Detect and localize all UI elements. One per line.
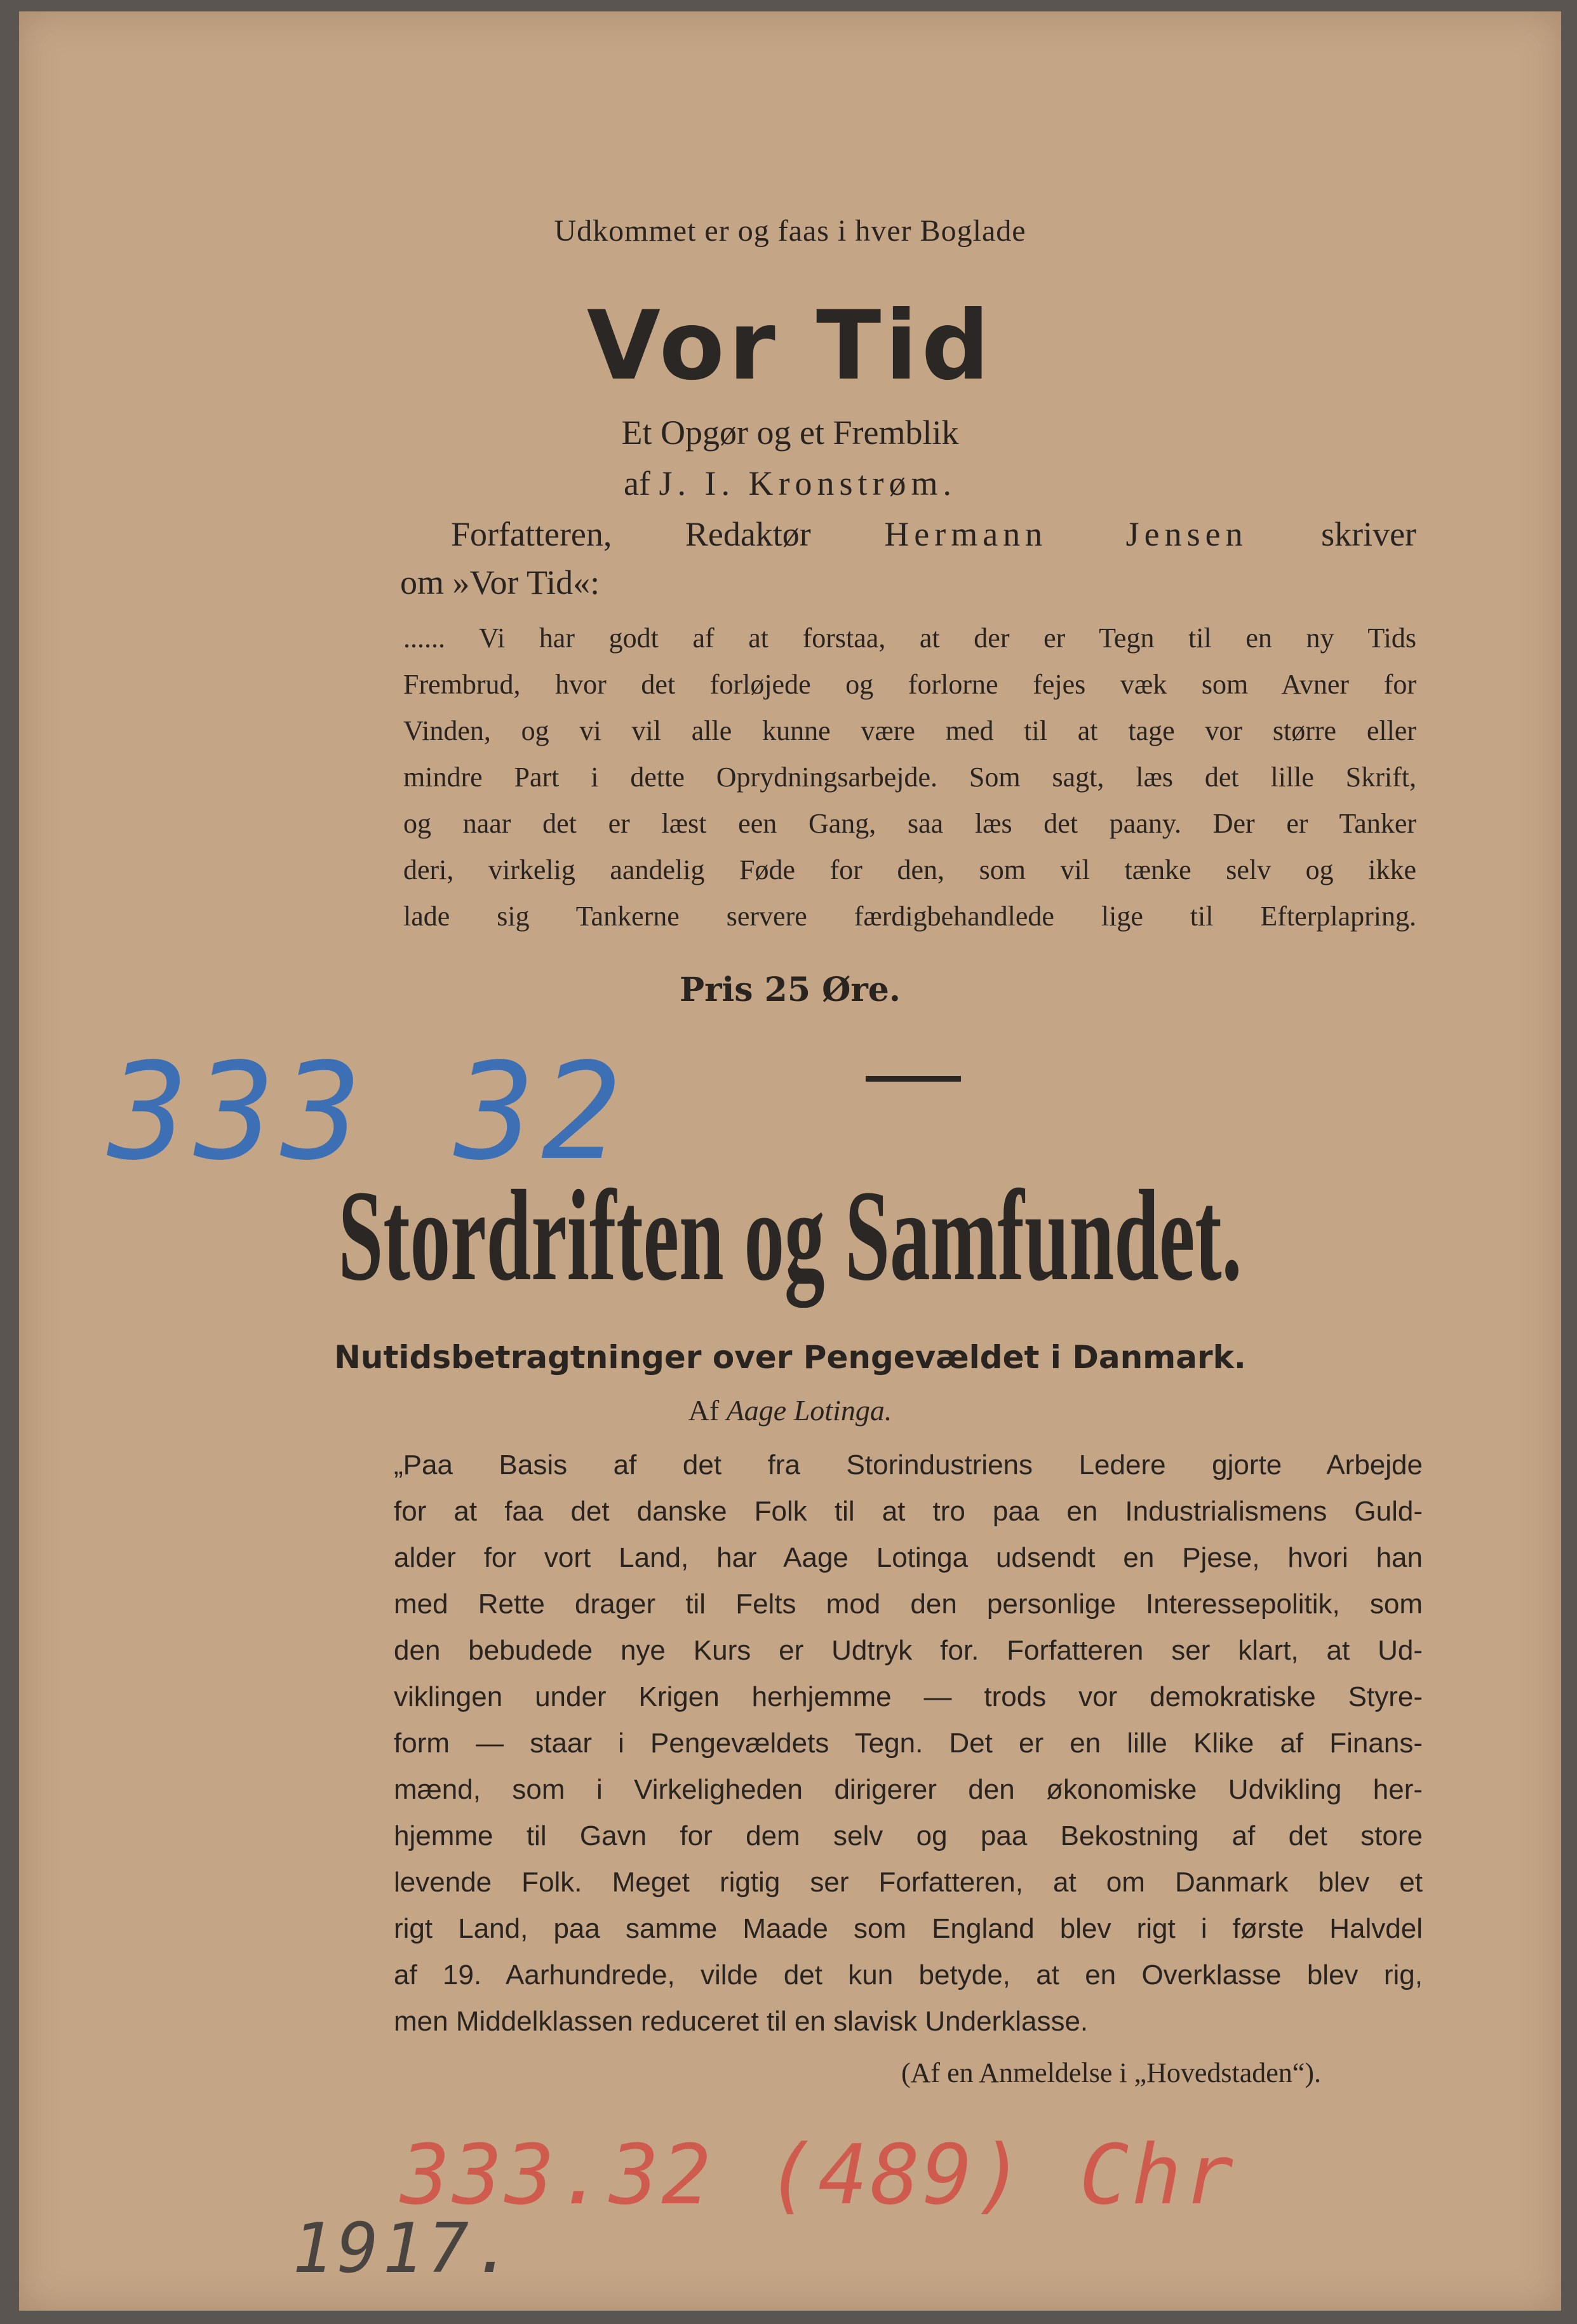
book-title-stordriften: Stordriften og Samfundet. xyxy=(338,1164,1242,1308)
intro-line: Udkommet er og faas i hver Boglade xyxy=(554,214,1026,248)
review-intro-line xyxy=(451,514,1416,554)
author-prefix: af xyxy=(624,464,650,502)
book-subtitle-2: Nutidsbetragtninger over Pengevældet i Danmark. xyxy=(334,1339,1246,1376)
byline-2 xyxy=(19,1394,1561,1427)
review-source: (Af en Anmeldelse i „Hovedstaden“). xyxy=(901,2057,1321,2088)
review-text-end: skriver xyxy=(1321,515,1417,553)
review-quote-2 xyxy=(394,1442,1423,2045)
quote-line: deri, virkelig aandelig Føde for den, som vil tænke selv og ikke xyxy=(403,854,1416,885)
document-page xyxy=(19,11,1561,2311)
quote-line: lade sig Tankerne servere færdigbehandlede lige til Efterplapring. xyxy=(403,901,1416,932)
quote-line: med Rette drager til Felts mod den personlige Interessepolitik, som xyxy=(394,1589,1423,1620)
red-handwritten-call-number: 333.32 (489) Chr xyxy=(400,2126,1237,2223)
quote-line: form — staar i Pengevældets Tegn. Det er en lille Klike af Finans- xyxy=(394,1728,1423,1759)
quote-line: og naar det er læst een Gang, saa læs det paany. Der er Tanker xyxy=(403,808,1416,839)
quote-line: mænd, som i Virkeligheden dirigerer den økonomiske Udvikling her- xyxy=(394,1774,1423,1805)
quote-line: alder for vort Land, har Aage Lotinga udsendt en Pjese, hvori han xyxy=(394,1542,1423,1573)
quote-line: af 19. Aarhundrede, vilde det kun betyde, at en Overklasse blev rig, xyxy=(394,1959,1423,1991)
quote-line: den bebudede nye Kurs er Udtryk for. Forfatteren ser klart, at Ud- xyxy=(394,1635,1423,1666)
price-line: Pris 25 Øre. xyxy=(680,971,901,1009)
quote-line: hjemme til Gavn for dem selv og paa Bekostning af det store xyxy=(394,1820,1423,1851)
section-divider xyxy=(866,1076,961,1082)
author-name: J. I. Kronstrøm. xyxy=(659,464,956,502)
blue-handwritten-call-number: 333 32 xyxy=(108,1034,628,1190)
quote-line: „Paa Basis af det fra Storindustriens Ledere gjorte Arbejde xyxy=(394,1449,1423,1481)
review-quote xyxy=(403,615,1416,939)
quote-line: ...... Vi har godt af at forstaa, at der er Tegn til en ny Tids xyxy=(403,622,1416,654)
pencil-handwritten-year: 1917. xyxy=(292,2209,518,2288)
review-text-start: Forfatteren, Redaktør xyxy=(451,515,811,553)
book-title-vor-tid: Vor Tid xyxy=(586,291,994,401)
quote-line: mindre Part i dette Oprydningsarbejde. Som sagt, læs det lille Skrift, xyxy=(403,762,1416,793)
quote-line: men Middelklassen reduceret til en slavisk Underklasse. xyxy=(394,2006,1089,2037)
quote-line: Frembrud, hvor det forløjede og forlorne fejes væk som Avner for xyxy=(403,669,1416,700)
quote-line: for at faa det danske Folk til at tro paa en Industrialismens Guld- xyxy=(394,1496,1423,1527)
quote-line: viklingen under Krigen herhjemme — trods vor demokratiske Styre- xyxy=(394,1681,1423,1712)
quote-line: rigt Land, paa samme Maade som England blev rigt i første Halvdel xyxy=(394,1913,1423,1944)
byline-author: Aage Lotinga. xyxy=(726,1394,892,1427)
quote-line: levende Folk. Meget rigtig ser Forfatteren, at om Danmark blev et xyxy=(394,1867,1423,1898)
byline-prefix: Af xyxy=(688,1394,720,1427)
book-author-line xyxy=(19,464,1561,503)
quote-line: Vinden, og vi vil alle kunne være med til at tage vor større eller xyxy=(403,715,1416,746)
book-subtitle: Et Opgør og et Fremblik xyxy=(621,413,959,452)
review-about-line: om »Vor Tid«: xyxy=(400,563,600,601)
review-editor-name: Hermann Jensen xyxy=(884,515,1248,553)
